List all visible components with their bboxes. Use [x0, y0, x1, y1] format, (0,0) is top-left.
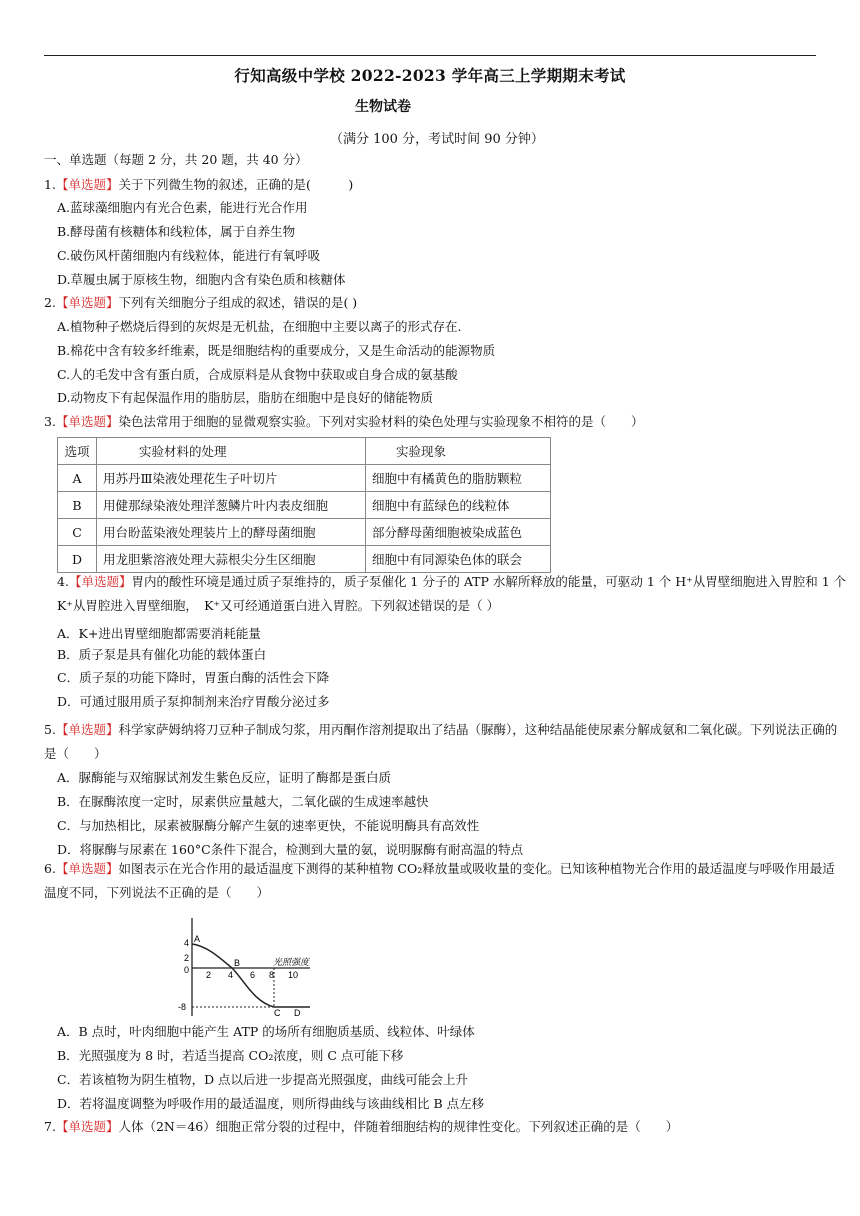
- q6-option-a: A．B 点时，叶肉细胞中能产生 ATP 的场所有细胞质基质、线粒体、叶绿体: [57, 1024, 475, 1039]
- table-header-cell: 选项: [58, 438, 97, 465]
- question-type-tag: 【单选题】: [55, 861, 119, 876]
- table-cell: 用台盼蓝染液处理装片上的酵母菌细胞: [97, 519, 366, 546]
- question-number: 5.: [44, 722, 56, 737]
- q5-option-c: C．与加热相比，尿素被脲酶分解产生氨的速率更快，不能说明酶具有高效性: [57, 818, 480, 833]
- question-type-tag: 【单选题】: [55, 177, 119, 192]
- question-number: 6.: [44, 861, 56, 876]
- question-type-tag: 【单选题】: [55, 414, 119, 429]
- question-stem: 科学家萨姆纳将刀豆种子制成匀浆，用丙酮作溶剂提取出了结晶（脲酶），这种结晶能使尿素分解成氨和二氧化碳。下列说法正确的: [118, 722, 838, 737]
- question-number: 1.: [44, 177, 56, 192]
- question-1: [44, 177, 353, 193]
- y-tick-label: 4: [184, 938, 190, 948]
- exam-title: 行知高级中学校 2022-2023 学年高三上学期期末考试: [234, 66, 626, 85]
- y-tick-label: 2: [184, 953, 190, 963]
- question-number: 7.: [44, 1119, 56, 1134]
- question-type-tag: 【单选题】: [55, 1119, 119, 1134]
- y-tick-label: -8: [178, 1002, 187, 1012]
- q1-option-a: A.蓝球藻细胞内有光合色素，能进行光合作用: [57, 200, 308, 215]
- q2-option-c: C.人的毛发中含有蛋白质，合成原料是从食物中获取或自身合成的氨基酸: [57, 367, 458, 382]
- question-number: 4.: [57, 574, 69, 589]
- q6-option-c: C．若该植物为阴生植物，D 点以后进一步提高光照强度，曲线可能会上升: [57, 1072, 469, 1087]
- question-5-continued: 是（ ）: [44, 746, 107, 761]
- question-stem: 胃内的酸性环境是通过质子泵维持的，质子泵催化 1 分子的 ATP 水解所释放的能量，可驱动 1 个 H⁺从胃壁细胞进入胃腔和 1 个: [131, 574, 847, 589]
- x-tick-label: 10: [288, 970, 299, 980]
- question-6-continued: 温度不同，下列说法不正确的是（ ）: [44, 885, 270, 900]
- table-row: [58, 465, 551, 492]
- y-tick-label: 0: [184, 965, 190, 975]
- header-rule: [44, 55, 816, 56]
- question-2: [44, 295, 357, 311]
- section-heading: 一、单选题（每题 2 分，共 20 题，共 40 分）: [44, 152, 308, 167]
- table-cell: 用健那绿染液处理洋葱鳞片叶内表皮细胞: [97, 492, 366, 519]
- q3-table: [57, 437, 551, 573]
- question-5: [44, 722, 837, 738]
- q5-option-b: B．在脲酶浓度一定时，尿素供应量越大，二氧化碳的生成速率越快: [57, 794, 429, 809]
- table-header-cell: 实验材料的处理: [97, 438, 366, 465]
- point-label-d: D: [294, 1008, 301, 1018]
- q2-option-b: B.棉花中含有较多纤维素，既是细胞结构的重要成分，又是生命活动的能源物质: [57, 343, 496, 358]
- x-tick-label: 4: [228, 970, 234, 980]
- question-number: 3.: [44, 414, 56, 429]
- table-header-row: [58, 438, 551, 465]
- point-label-c: C: [274, 1008, 281, 1018]
- question-3: [44, 414, 643, 430]
- q1-option-b: B.酵母菌有核糖体和线粒体，属于自养生物: [57, 224, 296, 239]
- question-stem: 如图表示在光合作用的最适温度下测得的某种植物 CO₂释放量或吸收量的变化。已知该种植物光合作用的最适温度与呼吸作用最适: [118, 861, 835, 876]
- table-cell: B: [58, 492, 97, 519]
- question-number: 2.: [44, 295, 56, 310]
- table-cell: 细胞中有蓝绿色的线粒体: [366, 492, 551, 519]
- question-stem: 人体（2N＝46）细胞正常分裂的过程中，伴随着细胞结构的规律性变化。下列叙述正确的是（ ）: [118, 1119, 679, 1134]
- table-cell: A: [58, 465, 97, 492]
- table-cell: 细胞中有同源染色体的联会: [366, 546, 551, 573]
- table-row: [58, 546, 551, 573]
- x-tick-label: 8: [269, 970, 275, 980]
- question-type-tag: 【单选题】: [55, 722, 119, 737]
- question-type-tag: 【单选题】: [55, 295, 119, 310]
- q2-option-d: D.动物皮下有起保温作用的脂肪层，脂肪在细胞中是良好的储能物质: [57, 390, 434, 405]
- question-6: [44, 861, 835, 877]
- q4-option-c: C．质子泵的功能下降时，胃蛋白酶的活性会下降: [57, 670, 330, 685]
- x-axis-label: 光照强度: [273, 958, 310, 968]
- question-4-continued: K⁺从胃腔进入胃壁细胞， K⁺又可经通道蛋白进入胃腔。下列叙述错误的是（ ）: [57, 598, 500, 613]
- q1-option-d: D.草履虫属于原核生物，细胞内含有染色质和核糖体: [57, 272, 346, 287]
- exam-meta: （满分 100 分，考试时间 90 分钟）: [330, 132, 544, 147]
- q5-option-d: D．将脲酶与尿素在 160°C条件下混合，检测到大量的氨，说明脲酶有耐高温的特点: [57, 842, 524, 857]
- question-4: [57, 574, 846, 590]
- q2-option-a: A.植物种子燃烧后得到的灰烬是无机盐，在细胞中主要以离子的形式存在.: [57, 319, 462, 334]
- exam-subject: 生物试卷: [355, 99, 411, 115]
- question-7: [44, 1119, 678, 1135]
- x-tick-label: 6: [250, 970, 256, 980]
- table-header-cell: 实验现象: [366, 438, 551, 465]
- table-row: [58, 492, 551, 519]
- question-stem: 下列有关细胞分子组成的叙述，错误的是( ): [118, 295, 358, 310]
- co2-light-graph: [170, 912, 320, 1022]
- point-label-b: B: [234, 958, 241, 968]
- table-cell: 用龙胆紫溶液处理大蒜根尖分生区细胞: [97, 546, 366, 573]
- table-row: [58, 519, 551, 546]
- q4-option-b: B．质子泵是具有催化功能的载体蛋白: [57, 647, 267, 662]
- q4-option-d: D．可通过服用质子泵抑制剂来治疗胃酸分泌过多: [57, 694, 330, 709]
- question-stem: 染色法常用于细胞的显微观察实验。下列对实验材料的染色处理与实验现象不相符的是（ ）: [118, 414, 644, 429]
- q6-option-d: D．若将温度调整为呼吸作用的最适温度，则所得曲线与该曲线相比 B 点左移: [57, 1096, 485, 1111]
- q4-option-a: A．K+进出胃壁细胞都需要消耗能量: [57, 626, 261, 641]
- q5-option-a: A．脲酶能与双缩脲试剂发生紫色反应，证明了酶都是蛋白质: [57, 770, 392, 785]
- point-label-a: A: [194, 934, 201, 944]
- x-tick-label: 2: [206, 970, 212, 980]
- table-cell: D: [58, 546, 97, 573]
- table-cell: 用苏丹Ⅲ染液处理花生子叶切片: [97, 465, 366, 492]
- table-cell: 细胞中有橘黄色的脂肪颗粒: [366, 465, 551, 492]
- question-type-tag: 【单选题】: [68, 574, 132, 589]
- q6-option-b: B．光照强度为 8 时，若适当提高 CO₂浓度，则 C 点可能下移: [57, 1048, 404, 1063]
- table-cell: 部分酵母菌细胞被染成蓝色: [366, 519, 551, 546]
- table-cell: C: [58, 519, 97, 546]
- q1-option-c: C.破伤风杆菌细胞内有线粒体，能进行有氧呼吸: [57, 248, 321, 263]
- question-stem: 关于下列微生物的叙述，正确的是( ): [118, 177, 354, 192]
